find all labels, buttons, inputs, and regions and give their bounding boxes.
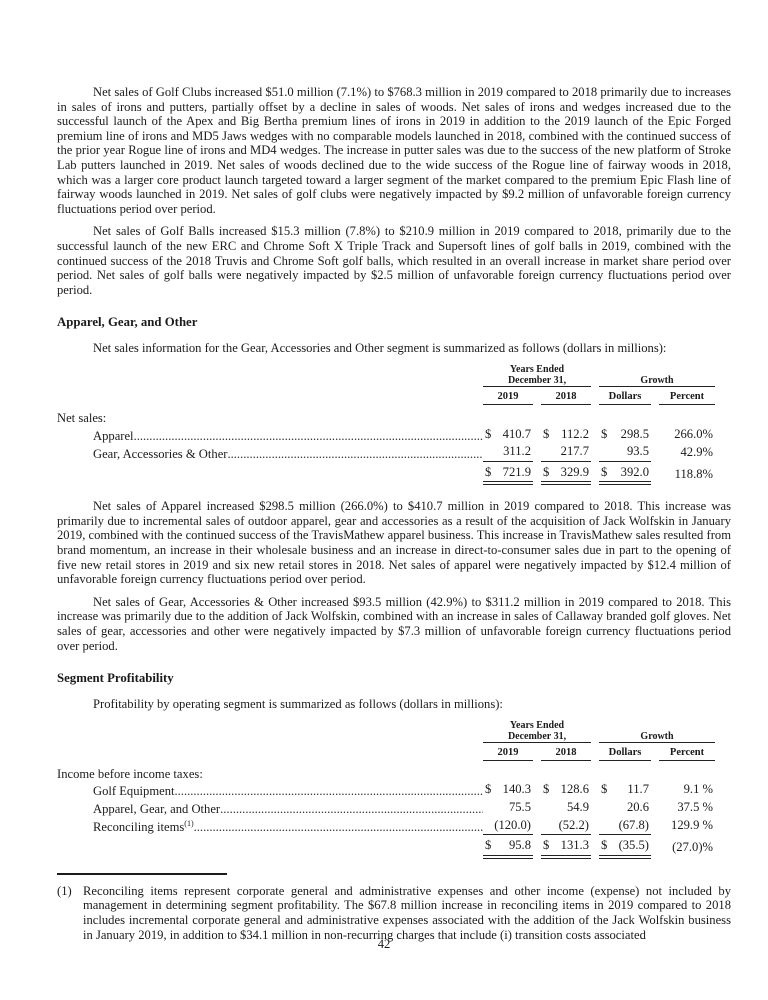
currency-sign: $: [601, 838, 608, 853]
currency-sign: $: [485, 426, 492, 441]
column-group-growth: Growth: [599, 720, 715, 743]
dot-leader: [194, 820, 483, 835]
cell-value: 721.9: [502, 464, 531, 479]
table-cell: [541, 781, 591, 799]
cell-value: 54.9: [566, 800, 589, 814]
cell-value: (27.0)%: [672, 840, 714, 855]
cell-value: 20.6: [626, 800, 649, 814]
row-label: Reconciling items: [93, 820, 185, 835]
heading-segment-profitability: Segment Profitability: [57, 671, 174, 686]
cell-value: 95.8: [508, 838, 531, 853]
table-cell: [483, 799, 533, 817]
table-cell: [599, 443, 651, 461]
table-row: [57, 817, 715, 835]
row-label-cell: [57, 799, 483, 817]
table-cell: [599, 799, 651, 817]
heading-apparel-gear-other: Apparel, Gear, and Other: [57, 315, 198, 330]
cell-value: 392.0: [620, 464, 649, 479]
currency-sign: $: [485, 838, 492, 853]
cell-value: 410.7: [502, 426, 531, 441]
cell-value: 131.3: [560, 838, 589, 853]
cell-value: 128.6: [560, 782, 589, 797]
footnote-marker: (1): [57, 883, 72, 898]
currency-sign: $: [543, 464, 550, 479]
row-label: Gear, Accessories & Other: [93, 446, 228, 461]
table-cell: [483, 461, 533, 483]
cell-value: 37.5 %: [677, 800, 714, 814]
table-cell: [659, 443, 715, 461]
currency-sign: $: [485, 782, 492, 797]
page-number: 42: [377, 937, 391, 952]
table-row: [57, 799, 715, 817]
cell-value: 11.7: [627, 782, 649, 797]
column-group-years-ended: [483, 364, 591, 387]
cell-value: 93.5: [626, 444, 649, 459]
dot-leader: [175, 784, 484, 799]
column-group-growth: Growth: [599, 364, 715, 387]
table-cell: [541, 461, 591, 483]
table-header-row: [57, 742, 715, 760]
table-cell: [659, 461, 715, 483]
paragraph-net-sales-info: Net sales information for the Gear, Accessories and Other segment is summarized as follows (dollars in millions):: [93, 341, 667, 356]
table-cell: [599, 461, 651, 483]
paragraph-golf-clubs: Net sales of Golf Clubs increased $51.0 million (7.1%) to $768.3 million in 2019 compared to 2018 primarily due to increases in sales of irons and putters, partially offset by a decline in sales of woods. Net sales of irons and wedges increased due to the successful launch of the Apex and Big Bertha premium lines of irons in 2019 in addition to the 2019 launch of the Epic Forged premium line of irons and MD5 Jaws wedges with no comparable models launched in 2018, combined with the continued success of the prior year Rogue line of irons and MD4 wedges. The increase in putter sales was due to the success of the new platform of Stroke Lab putters launched in 2019. Net sales of woods declined due to the wide success of the Rogue line of fairway woods in 2018, which was a larger core product launch targeted toward a larger segment of the market compared to the premium Epic Flash line of fairway woods launched in 2019. Net sales of golf clubs were negatively impacted by $9.2 million of unfavorable foreign currency fluctuations period over period.: [57, 85, 731, 216]
years-ended-line2: December 31,: [507, 730, 567, 742]
footnote-text: Reconciling items represent corporate general and administrative expenses and other income (expense) not included by management in determining segment profitability. The $67.8 million increase in reconciling items in 2019 compared to 2018 includes incremental corporate general and administrative expenses associated with the addition of the Jack Wolfskin business in January 2019, in addition to $34.1 million in non-recurring charges that include (i) transition costs associated: [83, 883, 731, 942]
cell-value: 329.9: [560, 464, 589, 479]
column-header-2019: 2019: [483, 742, 533, 760]
table-cell: [541, 835, 591, 857]
cell-value: 75.5: [508, 800, 531, 814]
table-cell: [483, 781, 533, 799]
net-sales-table: [57, 364, 715, 485]
table-header-row: [57, 386, 715, 404]
table-total-row: [57, 461, 715, 483]
cell-value: 266.0%: [674, 426, 714, 441]
row-label-cell: [57, 426, 483, 444]
table-cell: [541, 426, 591, 444]
cell-value: (35.5): [618, 838, 649, 853]
paragraph-golf-balls: Net sales of Golf Balls increased $15.3 million (7.8%) to $210.9 million in 2019 compared to 2018, primarily due to the successful launch of the new ERC and Chrome Soft X Triple Track and Supersoft lines of golf balls in 2019, combined with the continued success of the 2018 Truvis and Chrome Soft golf balls, which resulted in an overall increase in market share period over period. Net sales of golf balls were negatively impacted by $2.5 million of unfavorable foreign currency fluctuations period over period.: [57, 224, 731, 297]
table-cell: [659, 426, 715, 444]
dot-leader: [134, 429, 483, 444]
row-label-cell: [57, 781, 483, 799]
footnote-ref: (1): [184, 820, 194, 828]
footnote: [57, 884, 731, 942]
table-cell: [541, 799, 591, 817]
cell-value: 140.3: [502, 782, 531, 797]
row-label: Apparel: [93, 428, 134, 443]
table-cell: [541, 443, 591, 461]
column-header-percent: Percent: [659, 386, 715, 404]
section-label: Net sales:: [57, 410, 107, 425]
cell-value: 112.2: [561, 426, 589, 441]
cell-value: 298.5: [620, 426, 649, 441]
cell-value: (67.8): [618, 817, 649, 832]
cell-value: 42.9%: [680, 444, 714, 459]
column-header-dollars: Dollars: [599, 386, 651, 404]
cell-value: 118.8%: [674, 466, 714, 481]
table-cell: [659, 835, 715, 857]
table-row: [57, 364, 715, 387]
table-cell: [483, 817, 533, 835]
table-cell: [483, 443, 533, 461]
row-label-cell: [57, 443, 483, 461]
table-cell: [599, 781, 651, 799]
paragraph-gear-increase: Net sales of Gear, Accessories & Other increased $93.5 million (42.9%) to $311.2 million in 2019 compared to 2018. This increase was primarily due to the addition of Jack Wolfskin, combined with an increase in sales of Callaway branded golf gloves. Net sales of gear, accessories and other were negatively impacted by $7.3 million of unfavorable foreign currency fluctuations period over period.: [57, 594, 731, 653]
cell-value: (52.2): [558, 817, 589, 832]
paragraph-profitability-intro: Profitability by operating segment is summarized as follows (dollars in millions):: [93, 697, 503, 712]
paragraph-apparel-increase: Net sales of Apparel increased $298.5 million (266.0%) to $410.7 million in 2019 compared to 2018. This increase was primarily due to incremental sales of outdoor apparel, gear and accessories as a result of the acquisition of Jack Wolfskin in January 2019, combined with the continued success of the TravisMathew apparel business. This increase in TravisMathew sales resulted from brand momentum, an increase in their wholesale business and an increase in direct-to-consumer sales due in part to the opening of five new retail stores in 2019 and six new retail stores in 2018. Net sales of apparel were negatively impacted by $12.4 million of unfavorable foreign currency fluctuations period over period.: [57, 499, 731, 587]
column-header-percent: Percent: [659, 742, 715, 760]
section-label: Income before income taxes:: [57, 766, 203, 781]
table-row: [57, 426, 715, 444]
currency-sign: $: [601, 464, 608, 479]
segment-profitability-table: [57, 720, 715, 859]
years-ended-line1: Years Ended: [509, 719, 565, 731]
cell-value: 311.2: [503, 444, 531, 459]
row-label: Apparel, Gear, and Other: [93, 802, 221, 816]
row-label: Golf Equipment: [93, 784, 175, 799]
currency-sign: $: [543, 838, 550, 853]
table-cell: [659, 781, 715, 799]
years-ended-line1: Years Ended: [509, 363, 565, 375]
dot-leader: [220, 802, 483, 817]
column-group-years-ended: [483, 720, 591, 743]
years-ended-line2: December 31,: [507, 374, 567, 386]
cell-value: 129.9 %: [671, 818, 714, 833]
table-cell: [599, 426, 651, 444]
currency-sign: $: [601, 426, 608, 441]
cell-value: (120.0): [494, 817, 531, 832]
table-total-row: [57, 835, 715, 857]
table-row: [57, 720, 715, 743]
column-header-2018: 2018: [541, 386, 591, 404]
currency-sign: $: [543, 782, 550, 797]
footnote-divider: [57, 873, 227, 875]
currency-sign: $: [485, 464, 492, 479]
table-row: [57, 767, 715, 782]
table-cell: [599, 817, 651, 835]
column-header-2019: 2019: [483, 386, 533, 404]
currency-sign: $: [601, 782, 608, 797]
cell-value: 9.1 %: [683, 782, 714, 797]
column-header-2018: 2018: [541, 742, 591, 760]
table-cell: [659, 799, 715, 817]
currency-sign: $: [543, 426, 550, 441]
row-label-cell: [57, 817, 483, 835]
table-cell: [659, 817, 715, 835]
dot-leader: [227, 447, 483, 462]
table-cell: [599, 835, 651, 857]
table-row: [57, 443, 715, 461]
table-cell: [541, 817, 591, 835]
table-cell: [483, 426, 533, 444]
column-header-dollars: Dollars: [599, 742, 651, 760]
table-cell: [483, 835, 533, 857]
cell-value: 217.7: [560, 444, 589, 459]
table-row: [57, 411, 715, 426]
table-row: [57, 781, 715, 799]
